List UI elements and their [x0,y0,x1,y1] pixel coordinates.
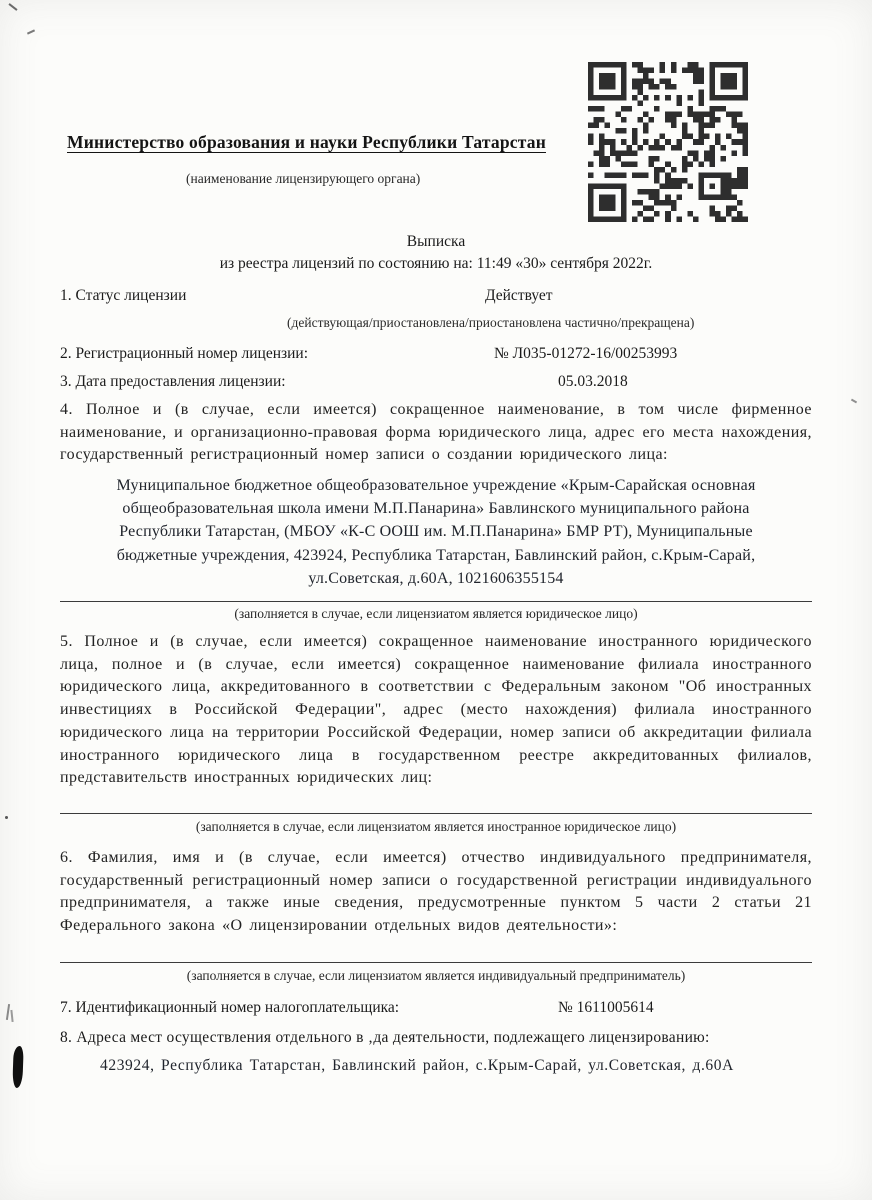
divider-line [60,601,812,602]
field-license-status [60,287,820,305]
issuer-caption: (наименование лицензирующего органа) [186,171,421,186]
field-license-status-note: (действующая/приостановлена/приостановлена частично/прекращена) [287,315,695,330]
section4-paragraph: 4. Полное и (в случае, если имеется) сокращенное наименование, в том числе фирменное наименование, и организационно-правовая форма юридического лица, адрес его места нахождения, государственный регистрационный номер записи о создании юридического лица: [60,401,812,464]
section4-caption: (заполняется в случае, если лицензиатом является юридическое лицо) [234,606,638,621]
document-title: Выписка [406,233,466,250]
field-registration-number-value: № Л035-01272-16/00253993 [494,345,678,362]
field-license-date [60,373,820,391]
scan-artifact [5,816,8,819]
field-registration-number [60,345,820,363]
divider-line [60,813,812,814]
field-registration-number-label: 2. Регистрационный номер лицензии: [60,345,309,362]
field-license-date-value: 05.03.2018 [558,373,628,390]
section4-organization-value: Муниципальное бюджетное общеобразовательное учреждение «Крым-Сарайская основная общеобразовательная школа имени М.П.Панарина» Бавлинского муниципального района Республики Татарстан, (МБОУ «К-С ООШ им. М.П.Панарина» БМР РТ), Муниципальные бюджетные учреждения, 423924, Республика Татарстан, Бавлинский район, с.Крым-Сарай, ул.Советская, д.60А, 1021606355154 [116,477,756,587]
scan-artifact [851,399,857,404]
section5-caption: (заполняется в случае, если лицензиатом является иностранное юридическое лицо) [195,819,677,834]
field-taxpayer-number-value: № 1611005614 [558,999,654,1016]
scan-artifact [27,29,35,34]
document-subtitle: из реестра лицензий по состоянию на: 11:49 «30» сентября 2022г. [219,255,653,272]
scan-artifact-ink-blot [12,1046,23,1088]
section6-caption: (заполняется в случае, если лицензиатом является индивидуальный предприниматель) [186,968,686,983]
field-license-status-value: Действует [485,287,553,304]
field-activity-addresses-value: 423924, Республика Татарстан, Бавлинский район, с.Крым-Сарай, ул.Советская, д.60А [100,1057,734,1074]
field-taxpayer-number-label: 7. Идентификационный номер налогоплательщика: [60,999,400,1016]
field-taxpayer-number [60,999,820,1017]
scan-artifact [10,1010,13,1022]
field-license-date-label: 3. Дата предоставления лицензии: [60,373,286,390]
qr-code-icon [588,62,748,222]
field-license-status-label: 1. Статус лицензии [60,287,187,304]
issuer-title: Министерство образования и науки Республики Татарстан [67,132,546,152]
scan-artifact [8,3,17,11]
section5-paragraph: 5. Полное и (в случае, если имеется) сокращенное наименование иностранного юридического лица, полное и (в случае, если имеется) сокращенное наименование филиала иностранного юридического лица, аккредитованного в соответствии с Федеральным законом "Об иностранных инвестициях в Российской Федерации", адрес (место нахождения) филиала иностранного юридического лица на территории Российской Федерации, номер записи об аккредитации филиала иностранного юридического лица в государственном реестре аккредитованных филиалов, представительств иностранных юридических лиц: [60,633,812,787]
section6-paragraph: 6. Фамилия, имя и (в случае, если имеется) отчество индивидуального предпринимателя, государственный регистрационный номер записи о государственной регистрации индивидуального предпринимателя, а также иные сведения, предусмотренные пунктом 5 части 2 статьи 21 Федерального закона «О лицензировании отдельных видов деятельности»: [60,849,812,935]
scan-artifact [6,1004,10,1020]
field-activity-addresses-label: 8. Адреса мест осуществления отдельного в ‚да деятельности, подлежащего лицензированию: [60,1029,710,1046]
divider-line [60,962,812,963]
